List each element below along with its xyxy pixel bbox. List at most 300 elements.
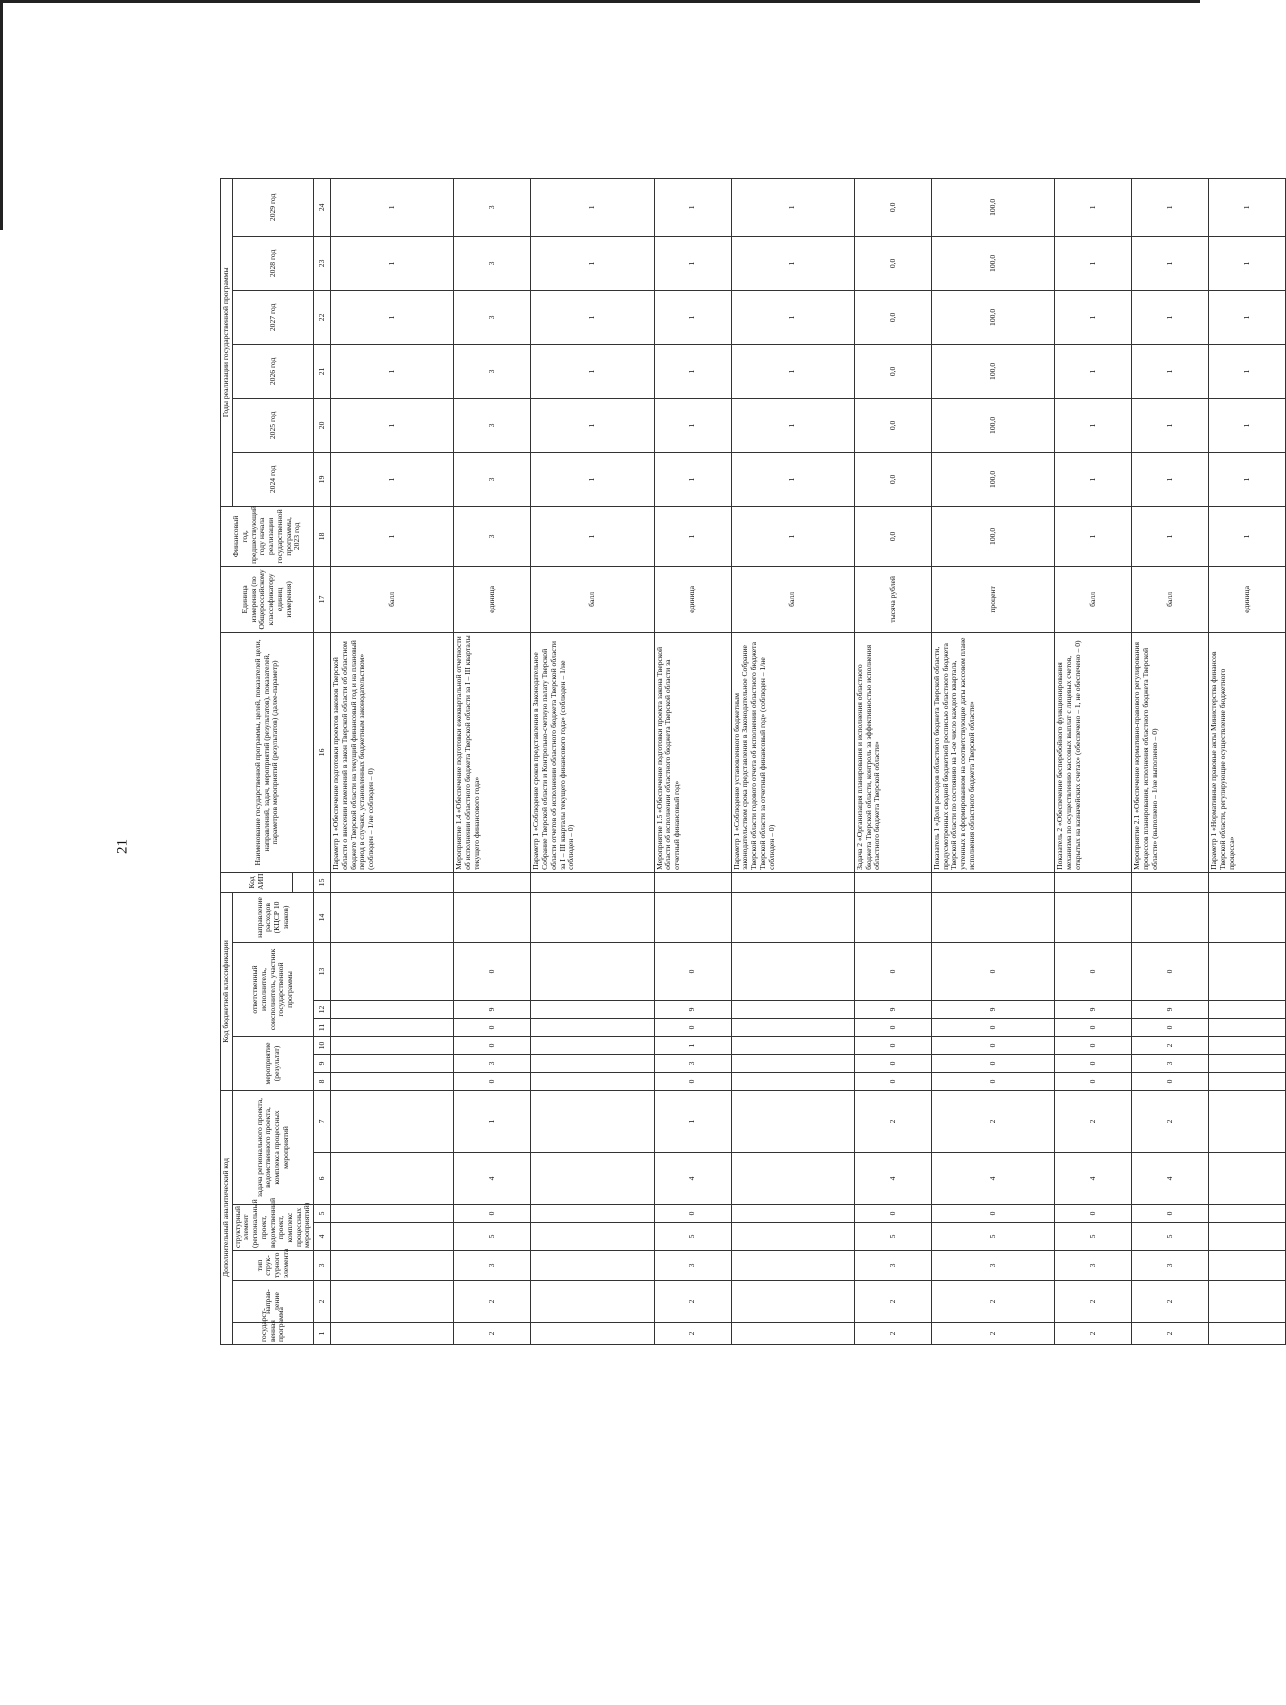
column-number: 21	[314, 344, 331, 398]
header-struct: структурный элемент (региональный проект, ведомственный проект, комплекс процессных мероприятий)	[232, 1205, 313, 1251]
header-budget-code: Код бюджетной классификации	[221, 892, 233, 1090]
header-program: государст-венная программа	[232, 1323, 313, 1345]
column-number: 22	[314, 290, 331, 344]
column-number: 17	[314, 566, 331, 632]
code-cell: 0	[854, 1072, 931, 1090]
code-cell: 0	[654, 942, 731, 1000]
column-number: 5	[314, 1205, 331, 1223]
code-cell: 0	[854, 1205, 931, 1223]
column-number: 2	[314, 1281, 331, 1323]
year-value: 100,0	[931, 290, 1054, 344]
code-cell: 0	[931, 1054, 1054, 1072]
expense-cell	[654, 892, 731, 942]
expense-cell	[454, 892, 531, 942]
column-number: 9	[314, 1054, 331, 1072]
code-cell: 4	[1055, 1153, 1132, 1205]
year-value: 1	[1209, 398, 1286, 452]
code-cell: 3	[1055, 1251, 1132, 1281]
code-cell	[531, 1018, 654, 1036]
year-value: 1	[1132, 236, 1209, 290]
code-cell	[531, 1323, 654, 1345]
year-value: 1	[654, 178, 731, 236]
code-cell	[731, 1054, 854, 1072]
year-value: 1	[331, 178, 454, 236]
year-value: 1	[1055, 178, 1132, 236]
column-number: 12	[314, 1000, 331, 1018]
base-year-value: 1	[731, 506, 854, 566]
table-row	[1209, 178, 1286, 1344]
year-value: 3	[454, 344, 531, 398]
year-value: 0,0	[854, 398, 931, 452]
year-value: 1	[1209, 236, 1286, 290]
code-cell	[1209, 1054, 1286, 1072]
expense-cell	[1209, 892, 1286, 942]
expense-cell	[931, 892, 1054, 942]
year-value: 1	[331, 398, 454, 452]
year-value: 1	[331, 344, 454, 398]
code-cell	[731, 1018, 854, 1036]
year-value: 1	[654, 236, 731, 290]
code-cell: 0	[854, 1036, 931, 1054]
year-value: 1	[731, 290, 854, 344]
code-cell	[1209, 1000, 1286, 1018]
unit-cell: тысяча рублей	[854, 566, 931, 632]
year-value: 1	[731, 236, 854, 290]
code-cell: 9	[1055, 1000, 1132, 1018]
code-cell: 5	[454, 1223, 531, 1251]
code-cell	[731, 1223, 854, 1251]
column-number: 4	[314, 1223, 331, 1251]
code-cell: 1	[654, 1036, 731, 1054]
code-cell: 2	[931, 1090, 1054, 1152]
year-value: 1	[331, 452, 454, 506]
code-cell	[331, 1018, 454, 1036]
unit-cell: балл	[731, 566, 854, 632]
year-value: 1	[1132, 344, 1209, 398]
code-cell: 5	[1132, 1223, 1209, 1251]
code-cell: 4	[931, 1153, 1054, 1205]
year-value: 1	[1055, 452, 1132, 506]
code-cell	[731, 942, 854, 1000]
aip-cell	[1055, 872, 1132, 892]
year-value: 1	[731, 452, 854, 506]
code-cell	[531, 1072, 654, 1090]
aip-cell	[854, 872, 931, 892]
code-cell	[731, 1090, 854, 1152]
code-cell: 2	[854, 1323, 931, 1345]
base-year-value: 1	[531, 506, 654, 566]
code-cell	[531, 1090, 654, 1152]
item-name: Мероприятие 2.1 «Обеспечение нормативно-правового регулирования процессов планирования, исполнения областного бюджета Тверской области» (выполнено – 1/не выполнено – 0)	[1132, 632, 1209, 872]
column-number: 16	[314, 632, 331, 872]
year-value: 0,0	[854, 236, 931, 290]
expense-cell	[854, 892, 931, 942]
year-value: 1	[531, 290, 654, 344]
code-cell: 0	[1132, 1072, 1209, 1090]
year-value: 1	[1132, 452, 1209, 506]
year-value: 1	[731, 398, 854, 452]
code-cell	[1209, 1281, 1286, 1323]
unit-cell: балл	[1132, 566, 1209, 632]
code-cell: 2	[931, 1281, 1054, 1323]
aip-cell	[654, 872, 731, 892]
item-name: Задача 2 «Организация планирования и исполнения областного бюджета Тверской области, контроль за эффективностью исполнения областного бюджета Тверской области»	[854, 632, 931, 872]
code-cell	[731, 1323, 854, 1345]
code-cell	[531, 1205, 654, 1223]
base-year-value: 1	[1055, 506, 1132, 566]
code-cell: 2	[1132, 1090, 1209, 1152]
code-cell: 1	[454, 1090, 531, 1152]
code-cell: 2	[654, 1323, 731, 1345]
header-years-group: Годы реализации государственной программы	[221, 178, 233, 506]
unit-cell: единица	[454, 566, 531, 632]
table-body	[331, 178, 1286, 1344]
aip-cell	[931, 872, 1054, 892]
table-row	[454, 178, 531, 1344]
year-value: 0,0	[854, 290, 931, 344]
header-unit: Единица измерения (по Общероссийскому классификатору единиц измерения)	[221, 566, 314, 632]
code-cell: 0	[854, 1018, 931, 1036]
item-name: Мероприятие 1.4 «Обеспечение подготовки ежеквартальной отчетности об исполнении областного бюджета Тверской области за I – III кварталы текущего финансового года»	[454, 632, 531, 872]
header-year-2026: 2026 год	[232, 344, 313, 398]
code-cell: 0	[931, 1205, 1054, 1223]
code-cell	[531, 1054, 654, 1072]
column-number: 24	[314, 178, 331, 236]
unit-cell: процент	[931, 566, 1054, 632]
unit-cell: балл	[331, 566, 454, 632]
expense-cell	[1132, 892, 1209, 942]
code-cell: 2	[1055, 1090, 1132, 1152]
code-cell	[1209, 1251, 1286, 1281]
code-cell: 0	[931, 942, 1054, 1000]
item-name: Показатель 2 «Обеспечение бесперебойного функционирования механизма по осуществлению кассовых выплат с лицевых счетов, открытых на казначейских счетах» (обеспечено – 1, не обеспечено – 0)	[1055, 632, 1132, 872]
table-row	[931, 178, 1054, 1344]
column-number: 1	[314, 1323, 331, 1345]
code-cell: 4	[854, 1153, 931, 1205]
code-cell: 0	[454, 942, 531, 1000]
expense-cell	[1055, 892, 1132, 942]
code-cell: 5	[854, 1223, 931, 1251]
item-name: Мероприятие 1.5 «Обеспечение подготовки проекта закона Тверской области об исполнении областного бюджета Тверской области за отчетный финансовый год»	[654, 632, 731, 872]
item-name: Параметр 1 «Соблюдение сроков представления в Законодательное Собрание Тверской области и Контрольно-счетную палату Тверской области отчетов об исполнении областного бюджета Тверской области за I – III кварталы текущего финансового года» (соблюден – 1/не соблюден – 0)	[531, 632, 654, 872]
code-cell	[331, 942, 454, 1000]
code-cell: 2	[1055, 1281, 1132, 1323]
code-cell: 0	[1055, 1072, 1132, 1090]
code-cell	[1209, 1323, 1286, 1345]
code-cell: 3	[931, 1251, 1054, 1281]
aip-cell	[531, 872, 654, 892]
code-cell	[531, 1000, 654, 1018]
code-cell	[331, 1205, 454, 1223]
code-cell: 3	[854, 1251, 931, 1281]
item-name: Параметр 1 «Соблюдение установленного бюджетным законодательством срока представления в Законодательное Собрание Тверской области годового отчета об исполнении областного бюджета Тверской области за отчетный финансовый год» (соблюден – 1/не соблюден – 0)	[731, 632, 854, 872]
item-name: Параметр 1 «Обеспечение подготовки проектов законов Тверской области о внесении изменений в закон Тверской области об областном бюджете Тверской области на текущий финансовый год и на плановый период в случаях, установленных бюджетным законодательством» (соблюден – 1/не соблюден – 0)	[331, 632, 454, 872]
base-year-value: 0,0	[854, 506, 931, 566]
header-year-2028: 2028 год	[232, 236, 313, 290]
unit-cell: балл	[1055, 566, 1132, 632]
header-additional-code: Дополнительный аналитический код	[221, 1090, 233, 1344]
expense-cell	[731, 892, 854, 942]
base-year-value: 1	[654, 506, 731, 566]
code-cell: 2	[854, 1281, 931, 1323]
header-direction: направ-ление	[232, 1281, 313, 1323]
code-cell: 3	[654, 1251, 731, 1281]
year-value: 1	[654, 290, 731, 344]
scan-border-left	[0, 0, 3, 230]
code-cell: 0	[454, 1018, 531, 1036]
year-value: 3	[454, 452, 531, 506]
code-cell: 0	[931, 1072, 1054, 1090]
year-value: 1	[1209, 452, 1286, 506]
base-year-value: 1	[1132, 506, 1209, 566]
code-cell: 0	[454, 1205, 531, 1223]
rotated-table-wrapper	[220, 193, 1260, 1345]
code-cell	[531, 1153, 654, 1205]
header-task: задача регионального проекта, ведомственного проекта, комплекса процессных мероприятий	[232, 1090, 313, 1204]
year-value: 0,0	[854, 344, 931, 398]
year-value: 100,0	[931, 178, 1054, 236]
header-row-groups	[221, 178, 233, 1344]
column-number: 18	[314, 506, 331, 566]
code-cell: 0	[454, 1036, 531, 1054]
code-cell: 9	[1132, 1000, 1209, 1018]
code-cell: 2	[1132, 1281, 1209, 1323]
base-year-value: 3	[454, 506, 531, 566]
code-cell	[1209, 1153, 1286, 1205]
header-type: тип струк-турного элемента	[232, 1251, 313, 1281]
table-row	[1132, 178, 1209, 1344]
year-value: 1	[1209, 344, 1286, 398]
code-cell: 2	[931, 1323, 1054, 1345]
year-value: 1	[731, 344, 854, 398]
code-cell: 4	[654, 1153, 731, 1205]
code-cell: 0	[1055, 1018, 1132, 1036]
year-value: 1	[1055, 344, 1132, 398]
table-row	[854, 178, 931, 1344]
code-cell	[1209, 1036, 1286, 1054]
code-cell: 0	[1132, 942, 1209, 1000]
code-cell: 3	[1132, 1251, 1209, 1281]
code-cell	[531, 1223, 654, 1251]
code-cell: 0	[854, 942, 931, 1000]
column-number: 13	[314, 942, 331, 1000]
table-row	[654, 178, 731, 1344]
column-number: 10	[314, 1036, 331, 1054]
code-cell	[731, 1251, 854, 1281]
scan-border-top	[0, 0, 1200, 3]
column-number: 19	[314, 452, 331, 506]
code-cell	[331, 1054, 454, 1072]
year-value: 1	[331, 290, 454, 344]
column-number: 20	[314, 398, 331, 452]
code-cell	[331, 1281, 454, 1323]
expense-cell	[331, 892, 454, 942]
code-cell	[731, 1205, 854, 1223]
code-cell	[531, 1036, 654, 1054]
year-value: 0,0	[854, 178, 931, 236]
table-row	[1055, 178, 1132, 1344]
code-cell: 2	[1055, 1323, 1132, 1345]
code-cell	[331, 1072, 454, 1090]
year-value: 1	[1055, 236, 1132, 290]
header-year-2029: 2029 год	[232, 178, 313, 236]
aip-cell	[1132, 872, 1209, 892]
code-cell: 0	[931, 1018, 1054, 1036]
code-cell	[531, 1281, 654, 1323]
code-cell	[731, 1072, 854, 1090]
year-value: 1	[331, 236, 454, 290]
column-number: 6	[314, 1153, 331, 1205]
year-value: 1	[531, 178, 654, 236]
header-year-2027: 2027 год	[232, 290, 313, 344]
code-cell: 0	[1055, 1054, 1132, 1072]
code-cell: 9	[931, 1000, 1054, 1018]
code-cell: 9	[854, 1000, 931, 1018]
code-cell: 2	[454, 1281, 531, 1323]
aip-cell	[331, 872, 454, 892]
code-cell	[1209, 1090, 1286, 1152]
year-value: 1	[531, 452, 654, 506]
header-year-2024: 2024 год	[232, 452, 313, 506]
year-value: 100,0	[931, 398, 1054, 452]
code-cell: 0	[454, 1072, 531, 1090]
code-cell: 9	[654, 1000, 731, 1018]
code-cell	[1209, 1018, 1286, 1036]
code-cell	[731, 1153, 854, 1205]
year-value: 1	[1132, 290, 1209, 344]
code-cell	[331, 1153, 454, 1205]
column-number: 14	[314, 892, 331, 942]
column-number: 23	[314, 236, 331, 290]
header-measure: мероприятие (результат)	[232, 1036, 313, 1090]
year-value: 1	[654, 344, 731, 398]
year-value: 100,0	[931, 236, 1054, 290]
budget-classification-table	[220, 178, 1286, 1345]
year-value: 1	[531, 344, 654, 398]
code-cell	[731, 1036, 854, 1054]
code-cell: 1	[654, 1090, 731, 1152]
code-cell: 3	[654, 1054, 731, 1072]
code-cell: 5	[931, 1223, 1054, 1251]
year-value: 1	[1209, 178, 1286, 236]
header-expense: направление расходов (КЦСР 10 знаков)	[232, 892, 313, 942]
aip-cell	[731, 872, 854, 892]
code-cell	[1209, 942, 1286, 1000]
base-year-value: 100,0	[931, 506, 1054, 566]
code-cell: 2	[854, 1090, 931, 1152]
year-value: 100,0	[931, 452, 1054, 506]
year-value: 1	[1132, 398, 1209, 452]
column-number: 8	[314, 1072, 331, 1090]
base-year-value: 1	[331, 506, 454, 566]
column-number: 11	[314, 1018, 331, 1036]
column-number: 3	[314, 1251, 331, 1281]
code-cell: 2	[654, 1281, 731, 1323]
code-cell	[1209, 1223, 1286, 1251]
unit-cell: балл	[531, 566, 654, 632]
item-name: Параметр 1 «Нормативные правовые акты Министерства финансов Тверской области, регулирующие осуществление бюджетного процесса»	[1209, 632, 1286, 872]
unit-cell: единица	[654, 566, 731, 632]
aip-cell	[454, 872, 531, 892]
year-value: 3	[454, 178, 531, 236]
code-cell	[531, 1251, 654, 1281]
code-cell: 0	[1055, 1036, 1132, 1054]
code-cell	[331, 1223, 454, 1251]
column-number: 7	[314, 1090, 331, 1152]
code-cell: 0	[654, 1018, 731, 1036]
code-cell: 0	[1055, 942, 1132, 1000]
code-cell	[1209, 1072, 1286, 1090]
code-cell	[531, 942, 654, 1000]
year-value: 1	[654, 452, 731, 506]
aip-cell	[1209, 872, 1286, 892]
year-value: 1	[1055, 398, 1132, 452]
code-cell: 0	[654, 1205, 731, 1223]
year-value: 1	[731, 178, 854, 236]
table-row	[531, 178, 654, 1344]
code-cell: 2	[1132, 1036, 1209, 1054]
code-cell: 5	[1055, 1223, 1132, 1251]
header-year-2025: 2025 год	[232, 398, 313, 452]
year-value: 3	[454, 290, 531, 344]
code-cell: 5	[654, 1223, 731, 1251]
header-name: Наименование государственной программы, целей, показателей цели, направлений, задач, мероприятий (результатов), показателей, параметров мероприятий (результатов) (далее-параметр)	[221, 632, 314, 872]
header-aip-blank	[293, 872, 314, 892]
year-value: 3	[454, 236, 531, 290]
table-row	[331, 178, 454, 1344]
expense-cell	[531, 892, 654, 942]
code-cell	[331, 1323, 454, 1345]
code-cell	[731, 1000, 854, 1018]
code-cell: 3	[1132, 1054, 1209, 1072]
table-row	[731, 178, 854, 1344]
code-cell	[331, 1251, 454, 1281]
code-cell	[331, 1000, 454, 1018]
code-cell	[1209, 1205, 1286, 1223]
code-cell: 3	[454, 1054, 531, 1072]
unit-cell: единица	[1209, 566, 1286, 632]
year-value: 1	[1209, 290, 1286, 344]
header-executor: ответственный исполнитель, соисполнитель, участник государственной программы	[232, 942, 313, 1036]
column-number: 15	[314, 872, 331, 892]
year-value: 1	[1055, 290, 1132, 344]
code-cell: 9	[454, 1000, 531, 1018]
year-value: 100,0	[931, 344, 1054, 398]
code-cell: 0	[654, 1072, 731, 1090]
page-number: 21	[114, 839, 131, 854]
code-cell: 2	[454, 1323, 531, 1345]
year-value: 3	[454, 398, 531, 452]
code-cell: 0	[1055, 1205, 1132, 1223]
year-value: 1	[531, 398, 654, 452]
code-cell: 2	[1132, 1323, 1209, 1345]
code-cell: 4	[454, 1153, 531, 1205]
column-number-row	[314, 178, 331, 1344]
code-cell: 0	[1132, 1205, 1209, 1223]
code-cell: 0	[854, 1054, 931, 1072]
year-value: 1	[1132, 178, 1209, 236]
code-cell	[731, 1281, 854, 1323]
header-base-year: Финансовый год, предшествующий году начала реализации государственной программы, 2023 год	[221, 506, 314, 566]
year-value: 0,0	[854, 452, 931, 506]
year-value: 1	[654, 398, 731, 452]
code-cell: 3	[454, 1251, 531, 1281]
year-value: 1	[531, 236, 654, 290]
item-name: Показатель 1 «Доля расходов областного бюджета Тверской области, предусмотренных сводной бюджетной росписью областного бюджета Тверской области по состоянию на 1-ое число каждого квартала, учтенных в сформированном на соответствующие даты кассовом плане исполнения областного бюджета Тверской области»	[931, 632, 1054, 872]
code-cell	[331, 1036, 454, 1054]
base-year-value: 1	[1209, 506, 1286, 566]
code-cell: 4	[1132, 1153, 1209, 1205]
